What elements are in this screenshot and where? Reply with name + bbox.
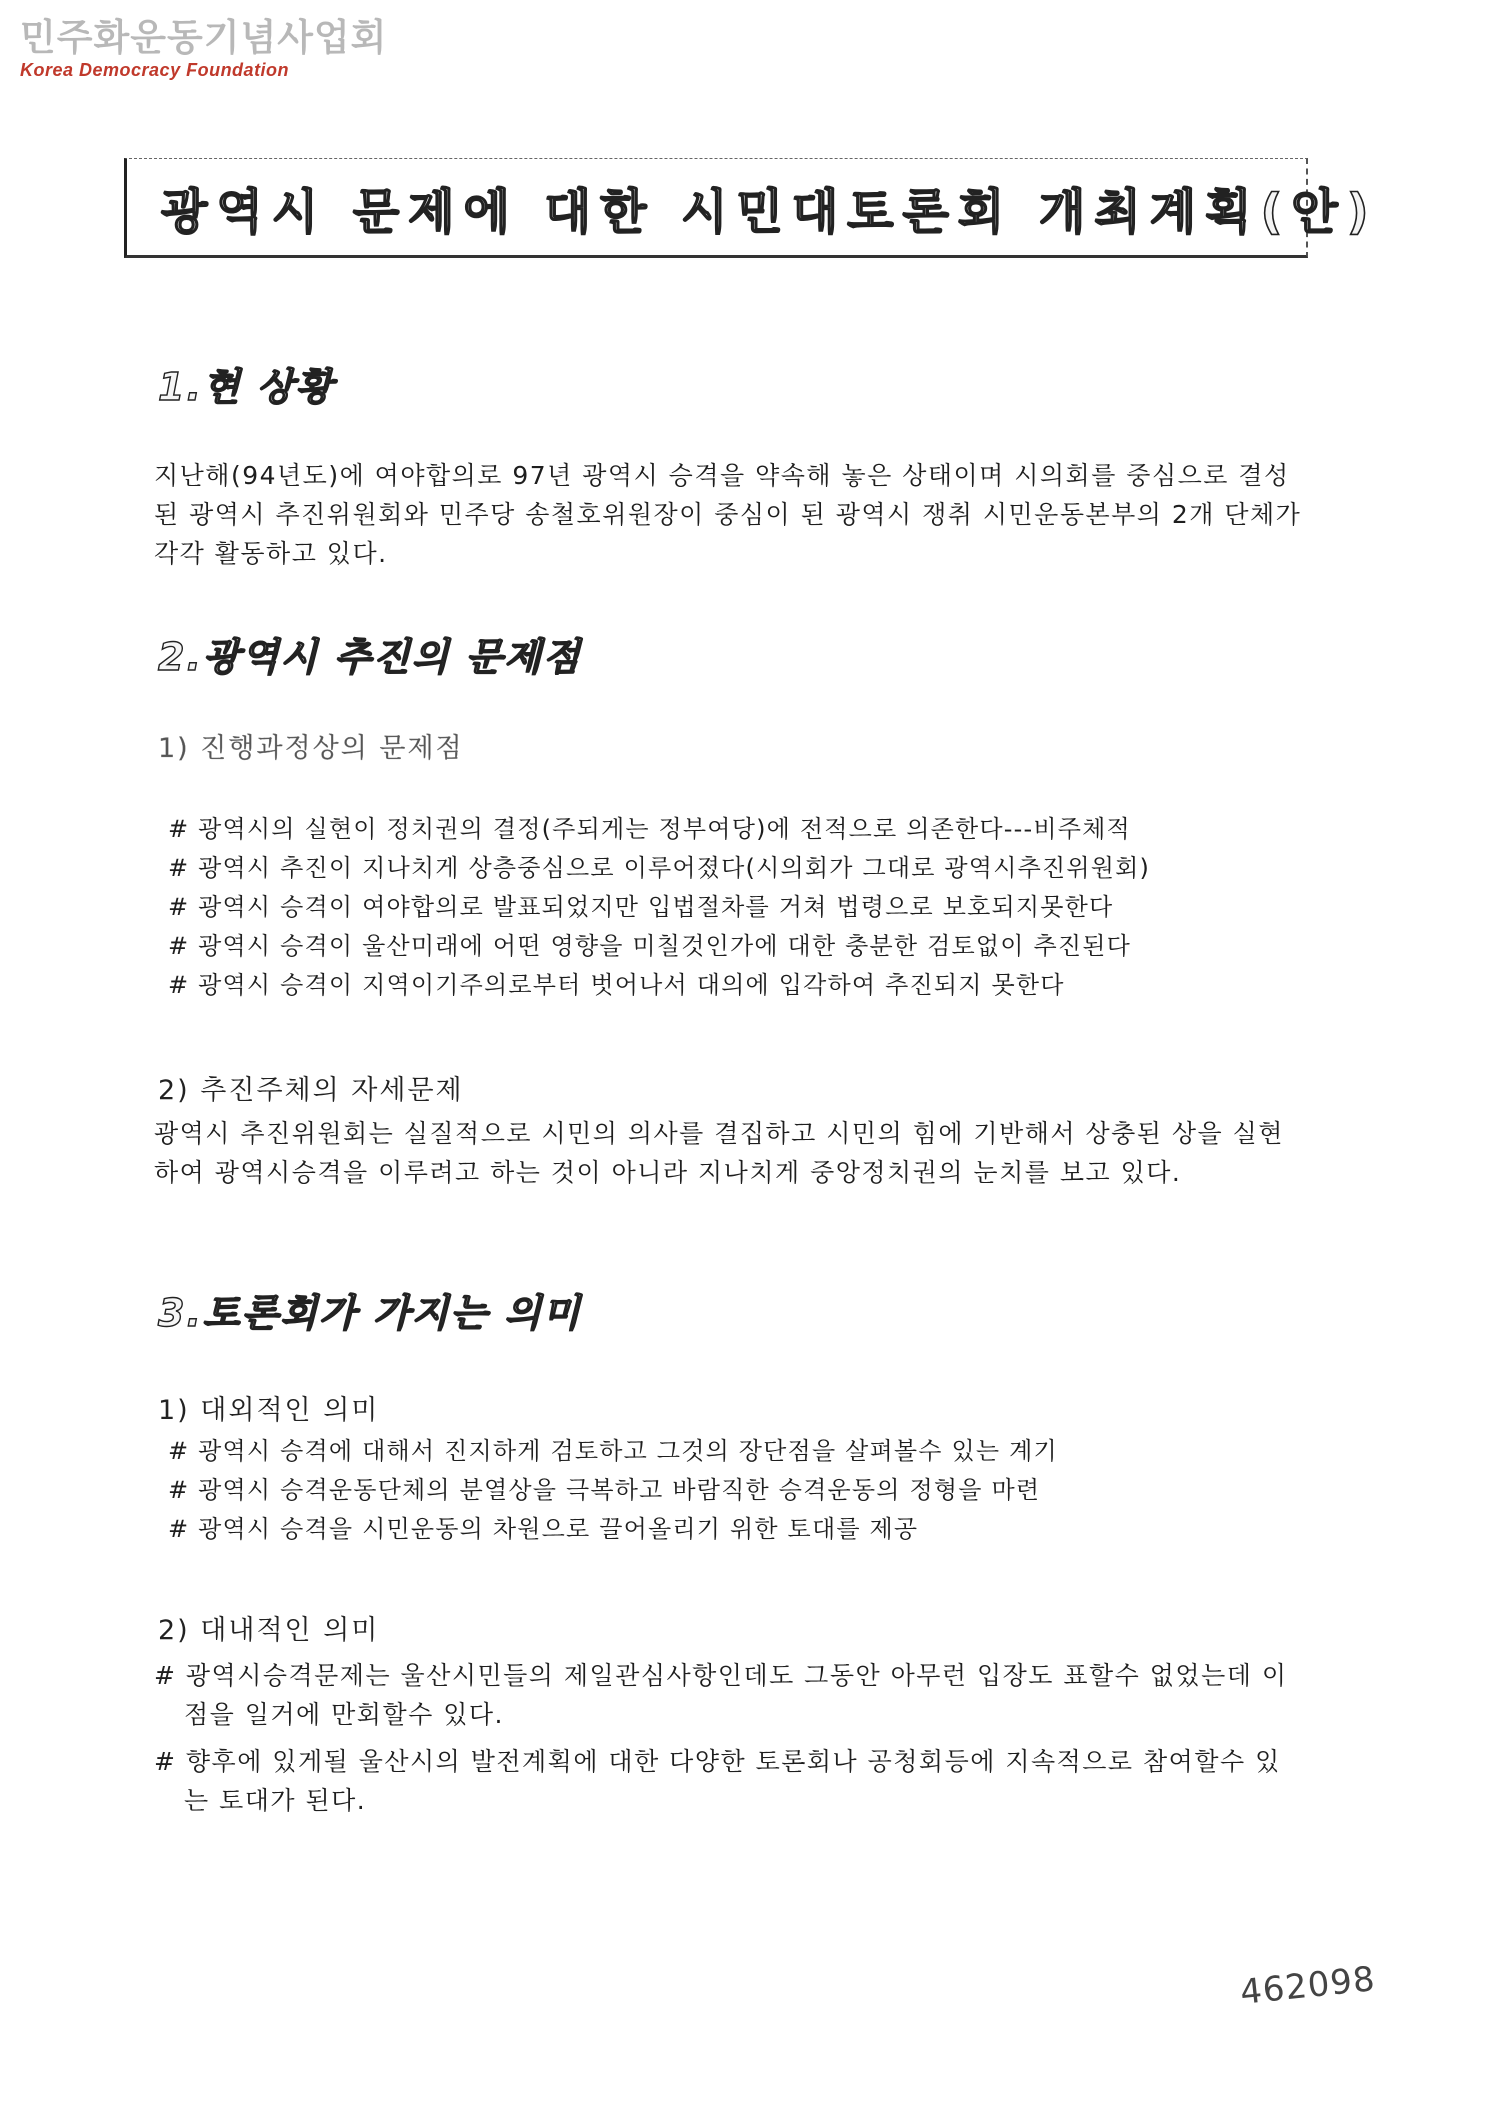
watermark-logo	[20, 16, 387, 80]
list-item: # 광역시의 실현이 정치권의 결정(주되게는 정부여당)에 전적으로 의존한다---비주체적	[168, 815, 1131, 843]
section-3-2-list	[154, 1656, 1304, 1828]
section-2-1-list	[168, 810, 1150, 1005]
section-heading-1: 1.현 상황	[158, 365, 335, 409]
subsection-heading-2-2: 2) 추진주체의 자세문제	[158, 1075, 464, 1106]
list-item: # 광역시승격문제는 울산시민들의 제일관심사항인데도 그동안 아무런 입장도 표할수 없었는데 이점을 일거에 만회할수 있다.	[154, 1661, 1288, 1729]
list-item: # 광역시 승격을 시민운동의 차원으로 끌어올리기 위한 토대를 제공	[168, 1515, 919, 1543]
list-item: # 광역시 승격운동단체의 분열상을 극복하고 바람직한 승격운동의 정형을 마련	[168, 1476, 1041, 1504]
document-title-box	[124, 158, 1378, 258]
handwritten-document-number: 462098	[1238, 1959, 1378, 2013]
watermark-english: Korea Democracy Foundation	[20, 60, 290, 80]
document-title: 광역시 문제에 대한 시민대토론회 개최계획(안)	[161, 183, 1378, 240]
section-1-paragraph: 지난해(94년도)에 여야합의로 97년 광역시 승격을 약속해 놓은 상태이며 시의회를 중심으로 결성된 광역시 추진위원회와 민주당 송철호위원장이 중심이 된 광역시 쟁취 시민운동본부의 2개 단체가 각각 활동하고 있다.	[154, 461, 1302, 568]
section-3-1-list	[168, 1432, 1058, 1549]
watermark-korean: 민주화운동기념사업회	[20, 16, 388, 59]
list-item: # 광역시 승격이 울산미래에 어떤 영향을 미칠것인가에 대한 충분한 검토없이 추진된다	[168, 932, 1132, 960]
section-2-2-paragraph: 광역시 추진위원회는 실질적으로 시민의 의사를 결집하고 시민의 힘에 기반해서 상충된 상을 실현하여 광역시승격을 이루려고 하는 것이 아니라 지나치게 중앙정치권의 눈치를 보고 있다.	[154, 1119, 1284, 1187]
list-item: # 광역시 승격에 대해서 진지하게 검토하고 그것의 장단점을 살펴볼수 있는 계기	[168, 1437, 1058, 1465]
list-item: # 광역시 승격이 여야합의로 발표되었지만 입법절차를 거쳐 법령으로 보호되지못한다	[168, 893, 1114, 921]
subsection-heading-3-1: 1) 대외적인 의미	[158, 1395, 380, 1426]
section-heading-3: 3.토론회가 가지는 의미	[158, 1291, 582, 1335]
list-item: # 광역시 추진이 지나치게 상층중심으로 이루어졌다(시의회가 그대로 광역시추진위원회)	[168, 854, 1151, 882]
list-item: # 광역시 승격이 지역이기주의로부터 벗어나서 대의에 입각하여 추진되지 못한다	[168, 971, 1065, 999]
section-heading-2: 2.광역시 추진의 문제점	[158, 635, 582, 679]
subsection-heading-3-2: 2) 대내적인 의미	[158, 1615, 380, 1646]
list-item: # 향후에 있게될 울산시의 발전계획에 대한 다양한 토론회나 공청회등에 지속적으로 참여할수 있는 토대가 된다.	[154, 1747, 1281, 1815]
subsection-heading-2-1: 1) 진행과정상의 문제점	[158, 733, 464, 764]
